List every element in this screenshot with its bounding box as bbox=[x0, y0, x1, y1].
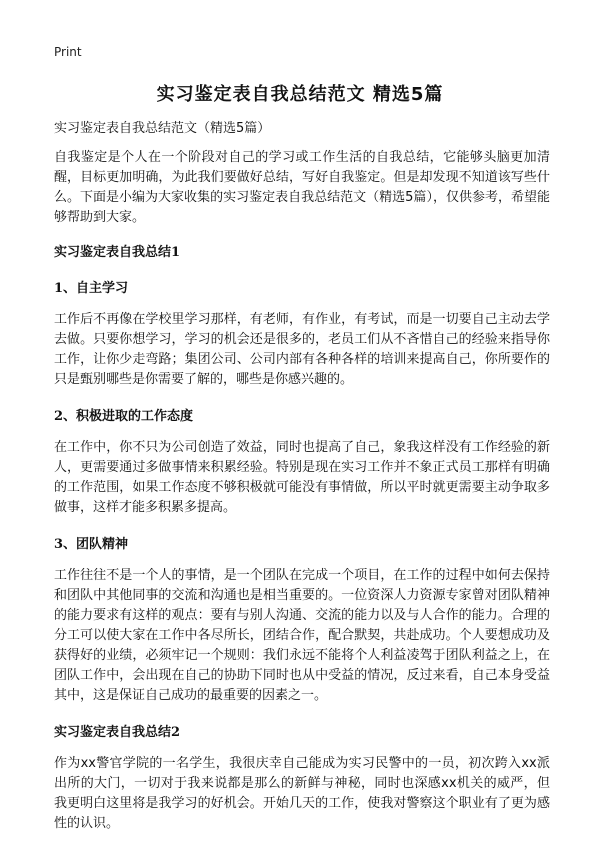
section-1-text: 工作后不再像在学校里学习那样，有老师，有作业，有考试，而是一切要自己主动去学去做。只要你想学习，学习的机会还是很多的，老员工们从不吝惜自己的经验来指导你工作，让你少走弯路；集团公司、公司内部有各种各样的培训来提高自己，你所要作的只是甄别哪些是你需要了解的，哪些是你感兴趣的。 bbox=[54, 312, 550, 387]
section-3-text: 工作往往不是一个人的事情，是一个团队在完成一个项目，在工作的过程中如何去保持和团队中其他同事的交流和沟通也是相当重要的。一位资深人力资源专家曾对团队精神的能力要求有这样的观点：要有与别人沟通、交流的能力以及与人合作的能力。合理的分工可以使大家在工作中各尽所长，团结合作，配合默契，共赴成功。个人要想成功及获得好的业绩，必须牢记一个规则：我们永远不能将个人利益凌驾于团队利益之上，在团队工作中，会出现在自己的协助下同时也从中受益的情况，反过来看，自己本身受益其中，这是保证自己成功的最重要的因素之一。 bbox=[54, 568, 550, 703]
section-2-heading: 2、积极进取的工作态度 bbox=[54, 409, 194, 424]
document-title: 实习鉴定表自我总结范文 精选5篇 bbox=[156, 84, 444, 105]
section-3-heading: 3、团队精神 bbox=[54, 537, 129, 552]
summary-1-heading: 实习鉴定表自我总结1 bbox=[54, 245, 181, 260]
summary-2-text: 作为xx警官学院的一名学生，我很庆幸自己能成为实习民警中的一员，初次跨入xx派出所的大门，一切对于我来说都是那么的新鲜与神秘，同时也深感xx机关的威严，但我更明白这里将是我学习的好机会。开始几天的工作，使我对警察这个职业有了更为感性的认识。 bbox=[54, 756, 550, 831]
summary-2-heading: 实习鉴定表自我总结2 bbox=[54, 725, 181, 740]
document-subtitle: 实习鉴定表自我总结范文（精选5篇） bbox=[54, 121, 271, 136]
section-1-heading: 1、自主学习 bbox=[54, 281, 129, 296]
document-body bbox=[54, 120, 550, 846]
intro-paragraph: 自我鉴定是个人在一个阶段对自己的学习或工作生活的自我总结，它能够头脑更加清醒，目标更加明确，为此我们要做好总结，写好自我鉴定。但是却发现不知道该写些什么。下面是小编为大家收集的实习鉴定表自我总结范文（精选5篇），仅供参考，希望能够帮助到大家。 bbox=[54, 150, 550, 225]
print-label[interactable]: Print bbox=[54, 45, 82, 59]
section-2-text: 在工作中，你不只为公司创造了效益，同时也提高了自己，象我这样没有工作经验的新人，更需要通过多做事情来积累经验。特别是现在实习工作并不象正式员工那样有明确的工作范围，如果工作态度不够积极就可能没有事情做，所以平时就更需要主动争取多做事，这样才能多积累多提高。 bbox=[54, 440, 550, 515]
